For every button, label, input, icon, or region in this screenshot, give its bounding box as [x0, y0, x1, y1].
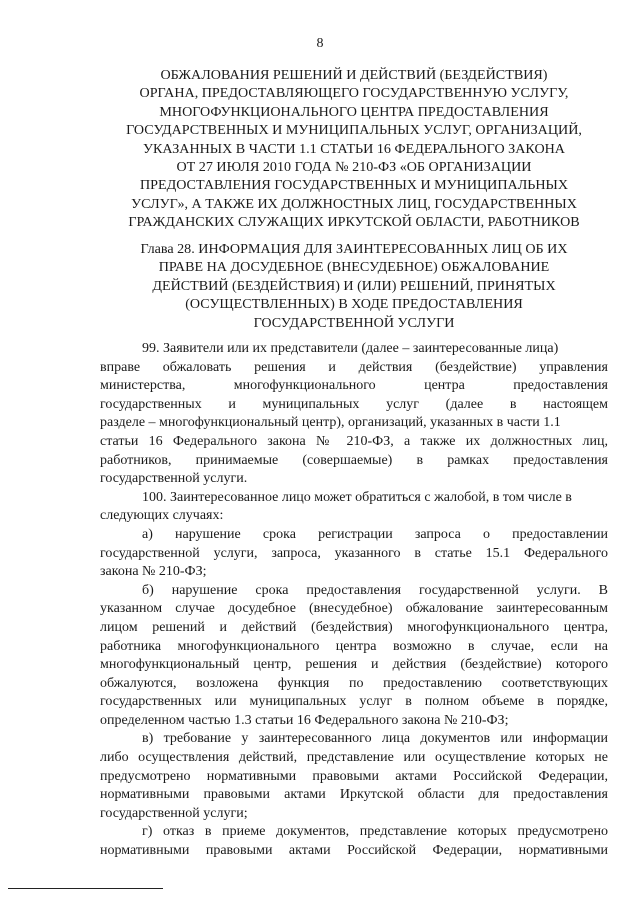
body-line: министерства, многофункционального центра предоставления [100, 378, 608, 394]
body-line: а) нарушение срока регистрации запроса о предоставлении [142, 526, 608, 542]
section-title-line: МНОГОФУНКЦИОНАЛЬНОГО ЦЕНТРА ПРЕДОСТАВЛЕНИЯ [159, 103, 549, 120]
body-line: в) требование у заинтересованного лица документов или информации [142, 731, 608, 747]
body-line: разделе – многофункциональный центр), организаций, указанных в части 1.1 [100, 415, 561, 431]
body-line: государственной услуги; [100, 805, 248, 821]
chapter-title-line: ГОСУДАРСТВЕННОЙ УСЛУГИ [253, 314, 455, 331]
body-line: государственной услуги. [100, 471, 248, 487]
section-title-line: ОТ 27 ИЮЛЯ 2010 ГОДА № 210-ФЗ «ОБ ОРГАНИЗАЦИИ [176, 159, 532, 176]
body-line: лицом решений и действий (бездействия) многофункционального центра, [100, 619, 608, 635]
section-title-line: ГРАЖДАНСКИХ СЛУЖАЩИХ ИРКУТСКОЙ ОБЛАСТИ, РАБОТНИКОВ [128, 214, 580, 231]
body-line: нормативными правовыми актами Иркутской области для предоставления [100, 787, 608, 803]
section-title-line: ОРГАНА, ПРЕДОСТАВЛЯЮЩЕГО ГОСУДАРСТВЕННУЮ УСЛУГУ, [139, 85, 569, 102]
body-line: следующих случаях: [100, 508, 224, 524]
section-title-line: УКАЗАННЫХ В ЧАСТИ 1.1 СТАТЬИ 16 ФЕДЕРАЛЬНОГО ЗАКОНА [143, 140, 565, 157]
body-line: б) нарушение срока предоставления государственной услуги. В [142, 582, 608, 598]
section-title-line: ГОСУДАРСТВЕННЫХ И МУНИЦИПАЛЬНЫХ УСЛУГ, ОРГАНИЗАЦИЙ, [126, 122, 582, 139]
section-title-line: УСЛУГ», А ТАКЖЕ ИХ ДОЛЖНОСТНЫХ ЛИЦ, ГОСУДАРСТВЕННЫХ [131, 195, 577, 212]
body-line: указанном случае досудебное (внесудебное) обжалование заинтересованным [100, 601, 608, 617]
body-line: 99. Заявители или их представители (далее – заинтересованные лица) [142, 341, 559, 356]
section-title-line: ПРЕДОСТАВЛЕНИЯ ГОСУДАРСТВЕННЫХ И МУНИЦИПАЛЬНЫХ [139, 177, 569, 194]
body-line: работников, принимаемые (совершаемые) в рамках предоставления [100, 452, 608, 468]
body-text [100, 340, 608, 861]
body-line: 100. Заинтересованное лицо может обратиться с жалобой, в том числе в [142, 489, 572, 505]
body-line: государственных или муниципальных услуг в полном объеме в порядке, [100, 694, 608, 710]
footer-rule [8, 888, 163, 889]
page-number: 8 [316, 36, 324, 51]
body-line: статьи 16 Федерального закона № 210-ФЗ, а также их должностных лиц, [100, 433, 608, 449]
body-line: работника многофункционального центра возможно в случае, если на [100, 638, 608, 654]
chapter-title-line: Глава 28. ИНФОРМАЦИЯ ДЛЯ ЗАИНТЕРЕСОВАННЫХ ЛИЦ ОБ ИХ [140, 241, 568, 257]
section-title-line: ОБЖАЛОВАНИЯ РЕШЕНИЙ И ДЕЙСТВИЙ (БЕЗДЕЙСТВИЯ) [160, 67, 548, 83]
body-line: вправе обжаловать решения и действия (бездействие) управления [100, 359, 608, 375]
chapter-title-line: (ОСУЩЕСТВЛЕННЫХ) В ХОДЕ ПРЕДОСТАВЛЕНИЯ [185, 296, 523, 313]
body-line: государственной услуги, запроса, указанного в статье 15.1 Федерального [100, 545, 608, 561]
body-line: закона № 210-ФЗ; [100, 564, 207, 580]
body-line: предусмотрено нормативными правовыми актами Российской Федерации, [100, 768, 608, 784]
chapter-title [100, 240, 608, 332]
body-line: многофункциональный центр, решения и действия (бездействие) которого [100, 657, 608, 673]
body-line: нормативными правовыми актами Российской Федерации, нормативными [100, 843, 608, 859]
body-line: либо осуществления действий, представление или осуществление которых не [100, 750, 608, 766]
body-line: определенном частью 1.3 статьи 16 Федерального закона № 210-ФЗ; [100, 712, 509, 728]
section-title [100, 66, 608, 232]
chapter-title-line: ПРАВЕ НА ДОСУДЕБНОЕ (ВНЕСУДЕБНОЕ) ОБЖАЛОВАНИЕ [158, 259, 550, 276]
body-line: г) отказ в приеме документов, представление которых предусмотрено [142, 824, 608, 840]
body-line: обжалуются, возложена функция по предоставлению соответствующих [100, 675, 608, 691]
body-line: государственных и муниципальных услуг (далее в настоящем [100, 396, 608, 412]
chapter-title-line: ДЕЙСТВИЙ (БЕЗДЕЙСТВИЯ) И (ИЛИ) РЕШЕНИЙ, ПРИНЯТЫХ [152, 277, 556, 294]
